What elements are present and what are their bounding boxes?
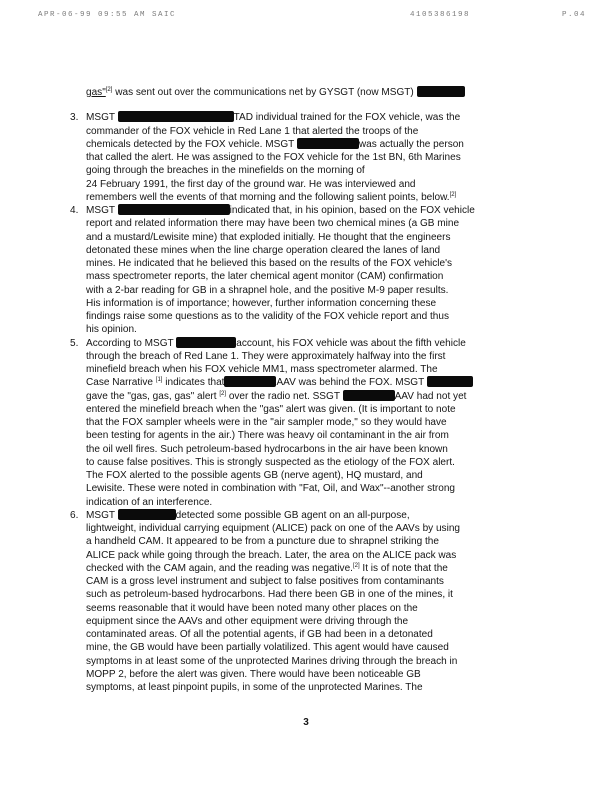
reference-marker: [2]	[352, 562, 360, 569]
text-line: findings raise some questions as to the validity of the FOX vehicle report and thus	[86, 311, 449, 322]
text-line: such as petroleum-based hydrocarbons. Had there been GB in one of the mines, it	[86, 589, 453, 601]
redaction-bar	[176, 337, 236, 348]
text-line: detonated these mines when the line charge operation cleared the lanes of land	[86, 244, 441, 256]
text-line: remembers well the events of that morning and the following salient points, below.	[86, 191, 450, 203]
lead-in-line	[86, 86, 568, 99]
text-line: mass spectrometer reports, the later chemical agent monitor (CAM) confirmation	[86, 271, 444, 283]
text-line: ALICE pack while going through the breach. Later, the area on the ALICE pack was	[86, 549, 457, 561]
document-body	[70, 86, 568, 694]
text-line: 24 February 1991, the first day of the ground war. He was interviewed and	[86, 178, 416, 190]
redaction-bar	[118, 111, 234, 122]
paragraph-3	[70, 111, 568, 204]
redaction-bar	[118, 204, 230, 215]
text-line: The FOX alerted to the possible agents GB (nerve agent), HQ mustard, and	[86, 470, 423, 481]
text-line: commander of the FOX vehicle in Red Lane 1 that alerted the troops of the	[86, 125, 419, 137]
redaction-bar	[297, 138, 359, 149]
text-line: MSGT	[86, 509, 115, 521]
fax-header-phone: 4105386198	[410, 11, 471, 19]
text-line: going through the breaches in the minefields on the morning of	[86, 165, 365, 177]
text-line: account, his FOX vehicle was about the fifth vehicle	[236, 337, 466, 349]
text-line: chemicals detected by the FOX vehicle. MSGT	[86, 138, 295, 150]
lead-in-quote: gas"	[86, 87, 106, 98]
page-number: 3	[303, 717, 309, 728]
text-line: was actually the person	[358, 138, 464, 150]
text-line: entered the minefield breach when the "gas" alert was given. (It is important to note	[86, 403, 456, 415]
text-line: the oil well fires. Such petroleum-based hydrocarbons in the air have been known	[86, 443, 448, 455]
text-line: AAV had not yet	[394, 390, 467, 402]
reference-marker: [1]	[155, 377, 163, 384]
reference-marker: [2]	[449, 191, 457, 198]
text-line: symptoms in at least some of the unprotected Marines driving through the breach in	[86, 655, 458, 667]
text-line: His information is of importance; however, further information concerning these	[86, 297, 437, 309]
text-line: detected some possible GB agent on an all-purpose,	[175, 509, 410, 521]
text-line: with a 2-bar reading for GB in a shrapnel hole, and the positive M-9 paper results.	[86, 284, 449, 296]
paragraph-number: 4.	[70, 205, 79, 216]
text-line: and a mustard/Lewisite mine) that exploded initially. He thought that the engineers	[86, 231, 451, 243]
text-line: to cause false positives. This is strongly suspected as the etiology of the FOX alert.	[86, 456, 455, 468]
text-line: that the FOX sampler wheels were in the "air sampler mode," so they would have	[86, 417, 447, 428]
text-line: indication of an interference.	[86, 496, 213, 508]
text-line: It is of note that the	[359, 562, 448, 574]
redaction-bar	[224, 376, 276, 387]
text-line: lightweight, individual carrying equipment (ALICE) pack on one of the AAVs by using	[86, 523, 460, 534]
text-line: indicates that	[162, 377, 225, 389]
text-line: MOPP 2, before the alert was given. There would have been noticeable GB	[86, 668, 421, 680]
reference-marker: [2]	[105, 87, 113, 93]
text-line: checked with the CAM again, and the reading was negative.	[86, 562, 353, 574]
text-line: Case Narrative	[86, 377, 156, 389]
text-line: According to MSGT	[86, 337, 174, 349]
text-line: TAD individual trained for the FOX vehicle, was the	[233, 112, 461, 124]
text-line: MSGT	[86, 205, 115, 216]
paragraph-number: 5.	[70, 337, 79, 349]
text-line: indicated that, in his opinion, based on the FOX vehicle	[229, 205, 475, 216]
paragraph-5	[70, 337, 568, 509]
text-line: AAV was behind the FOX. MSGT	[276, 377, 425, 389]
text-line: minefield breach when his FOX vehicle MM1, mass spectrometer alarmed. The	[86, 364, 438, 375]
text-line: contaminated areas. Of all the potential agents, if GB had been in a detonated	[86, 629, 433, 640]
fax-header-date-sender: APR-06-99 09:55 AM SAIC	[38, 11, 177, 19]
text-line: mines. He indicated that he believed this based on the results of the FOX vehicle's	[86, 258, 453, 269]
text-line: been testing for agents in the air.) There was heavy oil contaminant in the air from	[86, 430, 449, 442]
text-line: gave the "gas, gas, gas" alert	[86, 390, 220, 402]
text-line: symptoms, at least pinpoint pupils, in some of the unprotected Marines. The	[86, 682, 423, 693]
redaction-bar	[427, 376, 473, 387]
redaction-bar	[417, 86, 465, 97]
text-line: through the breach of Red Lane 1. They were approximately halfway into the first	[86, 350, 446, 362]
text-line: over the radio net. SSGT	[226, 390, 340, 402]
paragraph-6	[70, 509, 568, 695]
paragraph-4	[70, 204, 568, 337]
text-line: his opinion.	[86, 324, 137, 336]
fax-header-page: P.04	[562, 11, 587, 19]
text-line: mine, the GB would have been partially volatilized. This agent would have caused	[86, 642, 449, 654]
text-line: MSGT	[86, 112, 115, 124]
text-line: a handheld CAM. It appeared to be from a puncture due to shrapnel striking the	[86, 536, 439, 548]
paragraph-number: 6.	[70, 509, 79, 521]
redaction-bar	[118, 509, 176, 520]
redaction-bar	[343, 390, 395, 401]
paragraph-number: 3.	[70, 112, 79, 124]
lead-in-text: was sent out over the communications net by GYSGT (now MSGT)	[112, 87, 414, 98]
text-line: equipment since the AAVs and other equipment were driving through the	[86, 615, 409, 627]
text-line: report and related information there may have been two chemical mines (a GB mine	[86, 218, 460, 230]
text-line: that called the alert. He was assigned to the FOX vehicle for the 1st BN, 6th Marines	[86, 152, 461, 163]
text-line: Lewisite. These were noted in combination with "Fat, Oil, and Wax"--another strong	[86, 483, 455, 495]
text-line: seems reasonable that it would have been noted many other places on the	[86, 602, 418, 614]
reference-marker: [2]	[219, 390, 227, 397]
text-line: CAM is a gross level instrument and subject to false positives from contaminants	[86, 576, 444, 587]
